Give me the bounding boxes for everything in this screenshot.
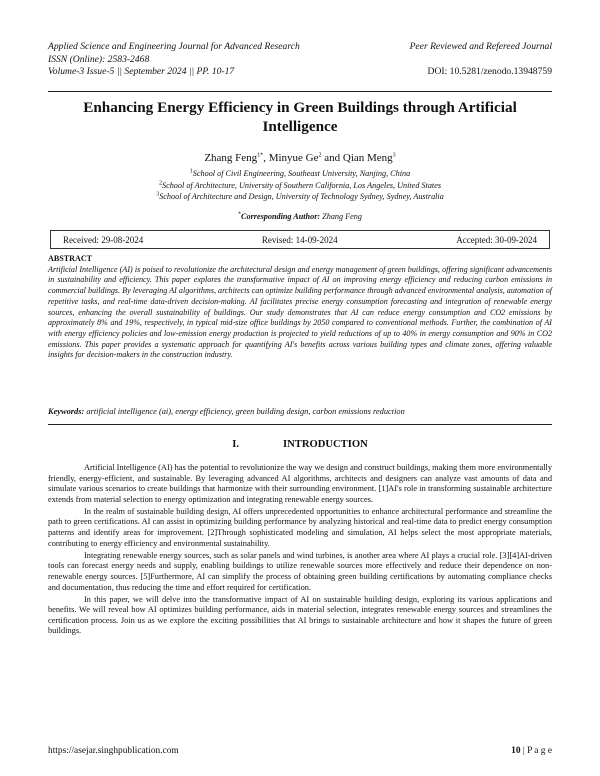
page-label: | P a g e: [522, 746, 552, 756]
peer-reviewed-label: Peer Reviewed and Refereed Journal: [409, 41, 552, 52]
affiliation-1: [48, 168, 552, 180]
corresponding-sup: *: [238, 211, 242, 218]
keywords: [48, 407, 552, 416]
corresponding-label: Corresponding Author:: [241, 212, 321, 221]
author-3-sup: 3: [392, 152, 396, 159]
affiliations: [48, 168, 552, 203]
abstract-heading: ABSTRACT: [48, 254, 93, 263]
volume-issue: Volume-3 Issue-5 || September 2024 || PP. 10-17: [48, 66, 235, 77]
keywords-rule: [48, 424, 552, 425]
body-text: [48, 463, 552, 639]
dates-box: [50, 230, 550, 249]
affiliation-2: [48, 180, 552, 192]
affiliation-3-text: School of Architecture and Design, University of Technology Sydney, Sydney, Australia: [159, 192, 444, 202]
header-rule: [48, 91, 552, 92]
abstract-text: Artificial Intelligence (AI) is poised to revolutionize the architectural design and energy management of green buildings, offering significant advancements in sustainability and efficiency. This paper explores the transformative impact of AI on improving energy efficiency and reducing carbon emissions in commercial buildings. By leveraging AI algorithms, architects can optimize building performance through advanced environmental analysis, automation of repetitive tasks, and real-time data-driven decision-making. AI facilitates precise energy consumption forecasting and integration of renewable energy sources, enhancing the overall sustainability of buildings. Our study demonstrates that AI can reduce energy consumption and CO2 emissions by approximately 8% and 19%, respectively, in typical mid-size office buildings by 2050 compared to conventional methods. Further, the combination of AI with energy efficiency policies and low-emission energy production is projected to yield reductions of up to 40% in energy consumption and 90% in CO2 emissions. This paper provides a systematic approach for quantifying AI's benefits across various building types and climate zones, offering valuable insights for decision-makers in the construction industry.: [48, 264, 552, 360]
abstract: [48, 254, 552, 361]
page-number: [511, 746, 552, 756]
affiliation-1-text: School of Civil Engineering, Southeast University, Nanjing, China: [192, 169, 411, 178]
paragraph-1: Artificial Intelligence (AI) has the potential to revolutionize the way we design and construct buildings, making them more environmentally friendly, energy-efficient, and sustainable. By leveraging advanced AI algorithms, architects and designers can analyze vast amounts of data and simulate various scenarios to create buildings that harmonize with their surrounding environment. [1]AI's role in transforming sustainable architecture extends from material selection to energy optimization and integrating renewable energy sources.: [48, 463, 552, 504]
author-2-sup: 2: [318, 152, 322, 159]
author-2: Minyue Ge: [268, 152, 319, 164]
author-and: and: [324, 152, 341, 164]
section-number: I.: [232, 439, 239, 450]
affiliation-1-sup: 1: [189, 168, 193, 175]
paragraph-4: In this paper, we will delve into the transformative impact of AI on sustainable building design, exploring its various applications and benefits. We will reveal how AI optimizes building performance, aids in material selection, integrates renewable energy sources and streamlines the certification process. Join us as we explore the exciting possibilities that AI brings to sustainable architecture and how it shapes the future of green buildings.: [48, 594, 552, 636]
section-heading: [48, 439, 552, 450]
paragraph-3: Integrating renewable energy sources, such as solar panels and wind turbines, is another area where AI plays a crucial role. [3][4]AI-driven tools can forecast energy needs and supply, enabling buildings to utilize renewable sources more effectively and reduce their dependence on non-renewable energy sources. [5]Furthermore, AI can simplify the process of obtaining green building certifications by automating compliance checks and documentation, thus reducing the time and effort required for certification.: [48, 550, 552, 592]
corresponding-name: Zhang Feng: [322, 212, 362, 221]
paragraph-2: In the realm of sustainable building design, AI offers unprecedented opportunities to enhance architectural performance and streamline the path to green certifications. AI can assist in optimizing building performance by analyzing historical and real-time data to predict energy consumption patterns and identify areas for improvement. [2]Through sophisticated modeling and simulation, AI helps select the most appropriate materials, contributing to energy efficiency and environmental sustainability.: [48, 506, 552, 548]
running-header: [48, 41, 552, 79]
issn: ISSN (Online): 2583-2468: [48, 53, 150, 65]
section-title: INTRODUCTION: [283, 439, 368, 450]
affiliation-2-sup: 2: [158, 179, 162, 186]
author-1: Zhang Feng: [204, 152, 258, 164]
affiliation-3: [48, 191, 552, 203]
affiliation-2-text: School of Architecture, University of Southern California, Los Angeles, United States: [161, 180, 442, 190]
affiliation-3-sup: 3: [156, 191, 160, 198]
author-1-sup: 1*: [257, 152, 264, 159]
keywords-label: Keywords:: [48, 407, 85, 416]
author-3: Qian Meng: [342, 152, 393, 164]
doi[interactable]: DOI: 10.5281/zenodo.13948759: [427, 66, 552, 77]
keywords-text: artificial intelligence (ai), energy efficiency, green building design, carbon emissions reduction: [86, 407, 405, 416]
footer-url[interactable]: https://asejar.singhpublication.com: [48, 746, 179, 756]
corresponding-author: [48, 212, 552, 221]
page-num: 10: [511, 746, 521, 756]
revised-date: Revised: 14-09-2024: [261, 234, 338, 245]
journal-name: Applied Science and Engineering Journal for Advanced Research: [48, 41, 300, 52]
page-footer: [48, 746, 552, 756]
received-date: Received: 29-08-2024: [63, 234, 144, 245]
author-list: Zhang Feng$^{1*}$, Minyue Ge$^2$ and Qian Meng$^3$: [204, 152, 396, 164]
accepted-date: Accepted: 30-09-2024: [456, 234, 537, 245]
paper-title: Enhancing Energy Efficiency in Green Buildings through Artificial Intelligence: [83, 99, 517, 135]
